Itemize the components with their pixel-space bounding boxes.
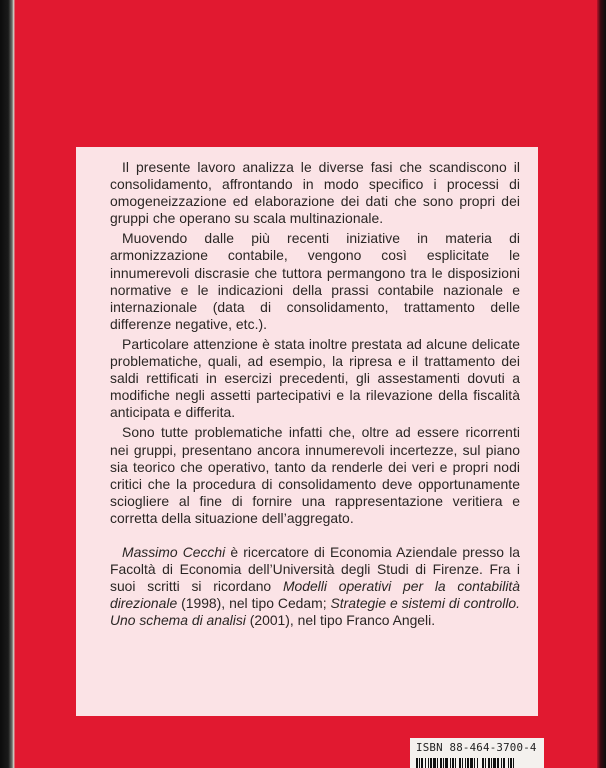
blurb-text — [110, 159, 520, 527]
bio-text-3: (2001), nel tipo Franco Angeli. — [245, 612, 436, 629]
bio-text-1: è ricercatore di Economia Aziendale presso la Facoltà di Economia dell’Università degli Studi di Firenze. Fra i suoi scritti si ricordano — [110, 543, 521, 595]
book-title-1: Modelli operativi per la contabilità direzionale — [110, 578, 520, 612]
blurb-panel — [76, 147, 538, 716]
author-name: Massimo Cecchi — [122, 543, 226, 560]
blurb-paragraph-1: Il presente lavoro analizza le diverse fasi che scandiscono il consolidamento, affrontando in modo specifico i processi di omogeneizzazione ed elaborazione dei dati che sono propri dei gruppi che operano su scala multinazionale. — [110, 159, 520, 227]
blurb-paragraph-4: Sono tutte problematiche infatti che, oltre ad essere ricorrenti nei gruppi, presentano ancora innumerevoli incertezze, sul piano sia teorico che operativo, tanto da renderle dei veri e propri nodi critici che la procedura di consolidamento deve opportunamente sciogliere al fine di fornire una rappresentazione veritiera e corretta della situazione dell’aggregato. — [110, 424, 520, 526]
author-bio — [110, 544, 520, 629]
blurb-paragraph-2: Muovendo dalle più recenti iniziative in materia di armonizzazione contabile, vengono così esplicitate le innumerevoli discrasie che tuttora permangono tra le disposizioni normative e le indicazioni della prassi contabile nazionale e internazionale (data di consolidamento, trattamento delle differenze negative, etc.). — [110, 230, 520, 332]
book-spine-edge-left — [0, 0, 15, 768]
book-title-2: Strategie e sistemi di controllo. Uno schema di analisi — [110, 595, 520, 629]
book-edge-right — [597, 0, 606, 768]
isbn-number: ISBN 88-464-3700-4 — [416, 741, 537, 754]
bio-text-2: (1998), nel tipo Cedam; — [177, 595, 331, 612]
blurb-paragraph-3: Particolare attenzione è stata inoltre prestata ad alcune delicate problematiche, quali, ad esempio, la ripresa e il trattamento dei saldi rettificati in esercizi precedenti, gli assestamenti dovuti a modifiche negli assetti partecipativi e la rilevazione della fiscalità anticipata e differita. — [110, 335, 520, 421]
isbn-label — [410, 738, 544, 768]
barcode-icon — [416, 758, 540, 768]
